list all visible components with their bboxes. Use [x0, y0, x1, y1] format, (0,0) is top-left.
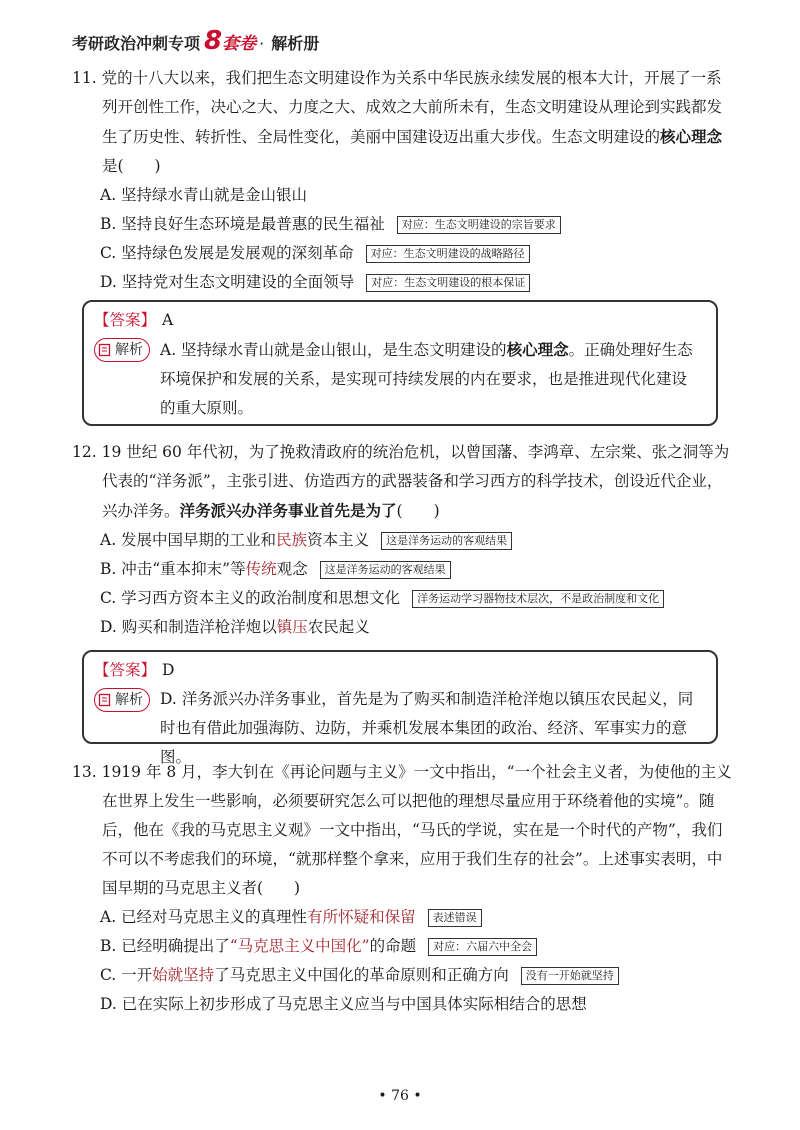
- option-c[interactable]: C. 坚持绿色发展是发展观的深刻革命 对应：生态文明建设的战略路径: [72, 239, 732, 268]
- answer-value: D: [162, 661, 175, 679]
- header-series: 考研政治冲刺专项: [72, 34, 201, 53]
- analysis-badge: 解析: [94, 688, 150, 712]
- handwritten-note: 对应：六届六中全会: [428, 938, 537, 956]
- option-d[interactable]: D. 坚持党对生态文明建设的全面领导 对应：生态文明建设的根本保证: [72, 268, 732, 297]
- handwritten-note: 洋务运动学习器物技术层次，不是政治制度和文化: [412, 590, 664, 608]
- option-d[interactable]: D. 已在实际上初步形成了马克思主义应当与中国具体实际相结合的思想: [100, 995, 587, 1013]
- handwritten-note: 没有一开始就坚持: [521, 967, 619, 985]
- option-b[interactable]: B. 已经明确提出了 “马克思主义中国化” 的命题 对应：六届六中全会: [72, 932, 732, 961]
- option-c[interactable]: C. 学习西方资本主义的政治制度和思想文化 洋务运动学习器物技术层次，不是政治制度和文化: [72, 584, 732, 613]
- option-c[interactable]: C. 一开 始就坚持 了马克思主义中国化的革命原则和正确方向 没有一开始就坚持: [72, 961, 732, 990]
- key-phrase: 洋务派兴办洋务事业首先是为了: [179, 501, 397, 520]
- handwritten-note: 对应：生态文明建设的战略路径: [366, 245, 530, 263]
- answer-box-11: [82, 300, 718, 426]
- handwritten-note: 这是洋务运动的客观结果: [320, 561, 451, 579]
- answer-value: A: [162, 311, 174, 329]
- answer-label: 【答案】: [94, 311, 157, 329]
- option-d[interactable]: D. 购买和制造洋枪洋炮以 镇压 农民起义: [100, 618, 370, 636]
- key-phrase: 核心理念: [660, 127, 723, 146]
- option-a[interactable]: A. 已经对马克思主义的真理性 有所怀疑和保留 表述错误: [72, 903, 732, 932]
- analysis-text: A. 坚持绿水青山就是金山银山，是生态文明建设的核心理念。正确处理好生态环境保护和发展的关系，是实现可持续发展的内在要求，也是推进现代化建设的重大原则。: [160, 340, 693, 417]
- analysis-text: D. 洋务派兴办洋务事业，首先是为了购买和制造洋枪洋炮以镇压农民起义，同时也有借此加强海防、边防，并乘机发展本集团的政治、经济、军事实力的意图。: [160, 690, 694, 766]
- option-b[interactable]: B. 冲击“重本抑末”等 传统 观念 这是洋务运动的客观结果: [72, 555, 732, 584]
- question-stem: 12. 19 世纪 60 年代初，为了挽救清政府的统治危机，以曾国藩、李鸿章、左宗棠、张之洞等为代表的“洋务派”，主张引进、仿造西方的武器装备和学习西方的科学技术，创设近代企业，兴办洋务。洋务派兴办洋务事业首先是为了( ): [72, 443, 730, 520]
- page-header: [72, 26, 319, 56]
- notepad-icon: [98, 343, 112, 357]
- header-book: 解析册: [271, 34, 320, 53]
- notepad-icon: [98, 693, 112, 707]
- page-number: • 76 •: [378, 1088, 422, 1104]
- header-number: 8: [204, 26, 223, 56]
- question-stem: 13. 1919 年 8 月，李大钊在《再论问题与主义》一文中指出，“一个社会主义者，为使他的主义在世界上发生一些影响，必须要研究怎么可以把他的理想尽量应用于环绕着他的实境”。随后，他在《我的马克思主义观》一文中指出，“马氏的学说，实在是一个时代的产物”，我们不可以不考虑我们的环境，“就那样整个拿来，应用于我们生存的社会”。上述事实表明，中国早期的马克思主义者( ): [72, 763, 732, 897]
- header-dot: ·: [259, 34, 265, 53]
- answer-box-12: [82, 650, 718, 766]
- option-a[interactable]: A. 发展中国早期的工业和 民族 资本主义 这是洋务运动的客观结果: [72, 526, 732, 555]
- answer-label: 【答案】: [94, 661, 157, 679]
- header-set: 套卷: [222, 34, 257, 54]
- option-b[interactable]: B. 坚持良好生态环境是最普惠的民生福祉 对应：生态文明建设的宗旨要求: [72, 210, 732, 239]
- question-11: [72, 64, 732, 297]
- handwritten-note: 这是洋务运动的客观结果: [381, 532, 512, 550]
- question-12: [72, 438, 732, 642]
- handwritten-note: 表述错误: [428, 909, 482, 927]
- option-a[interactable]: A. 坚持绿水青山就是金山银山: [100, 186, 308, 204]
- handwritten-note: 对应：生态文明建设的根本保证: [366, 274, 530, 292]
- question-13: [72, 758, 732, 1019]
- question-stem: 11. 党的十八大以来，我们把生态文明建设作为关系中华民族永续发展的根本大计，开展了一系列开创性工作，决心之大、力度之大、成效之大前所未有，生态文明建设从理论到实践都发生了历史性、转折性、全局性变化，美丽中国建设迈出重大步伐。生态文明建设的核心理念是( ): [72, 69, 723, 175]
- analysis-badge: 解析: [94, 338, 150, 362]
- handwritten-note: 对应：生态文明建设的宗旨要求: [397, 216, 561, 234]
